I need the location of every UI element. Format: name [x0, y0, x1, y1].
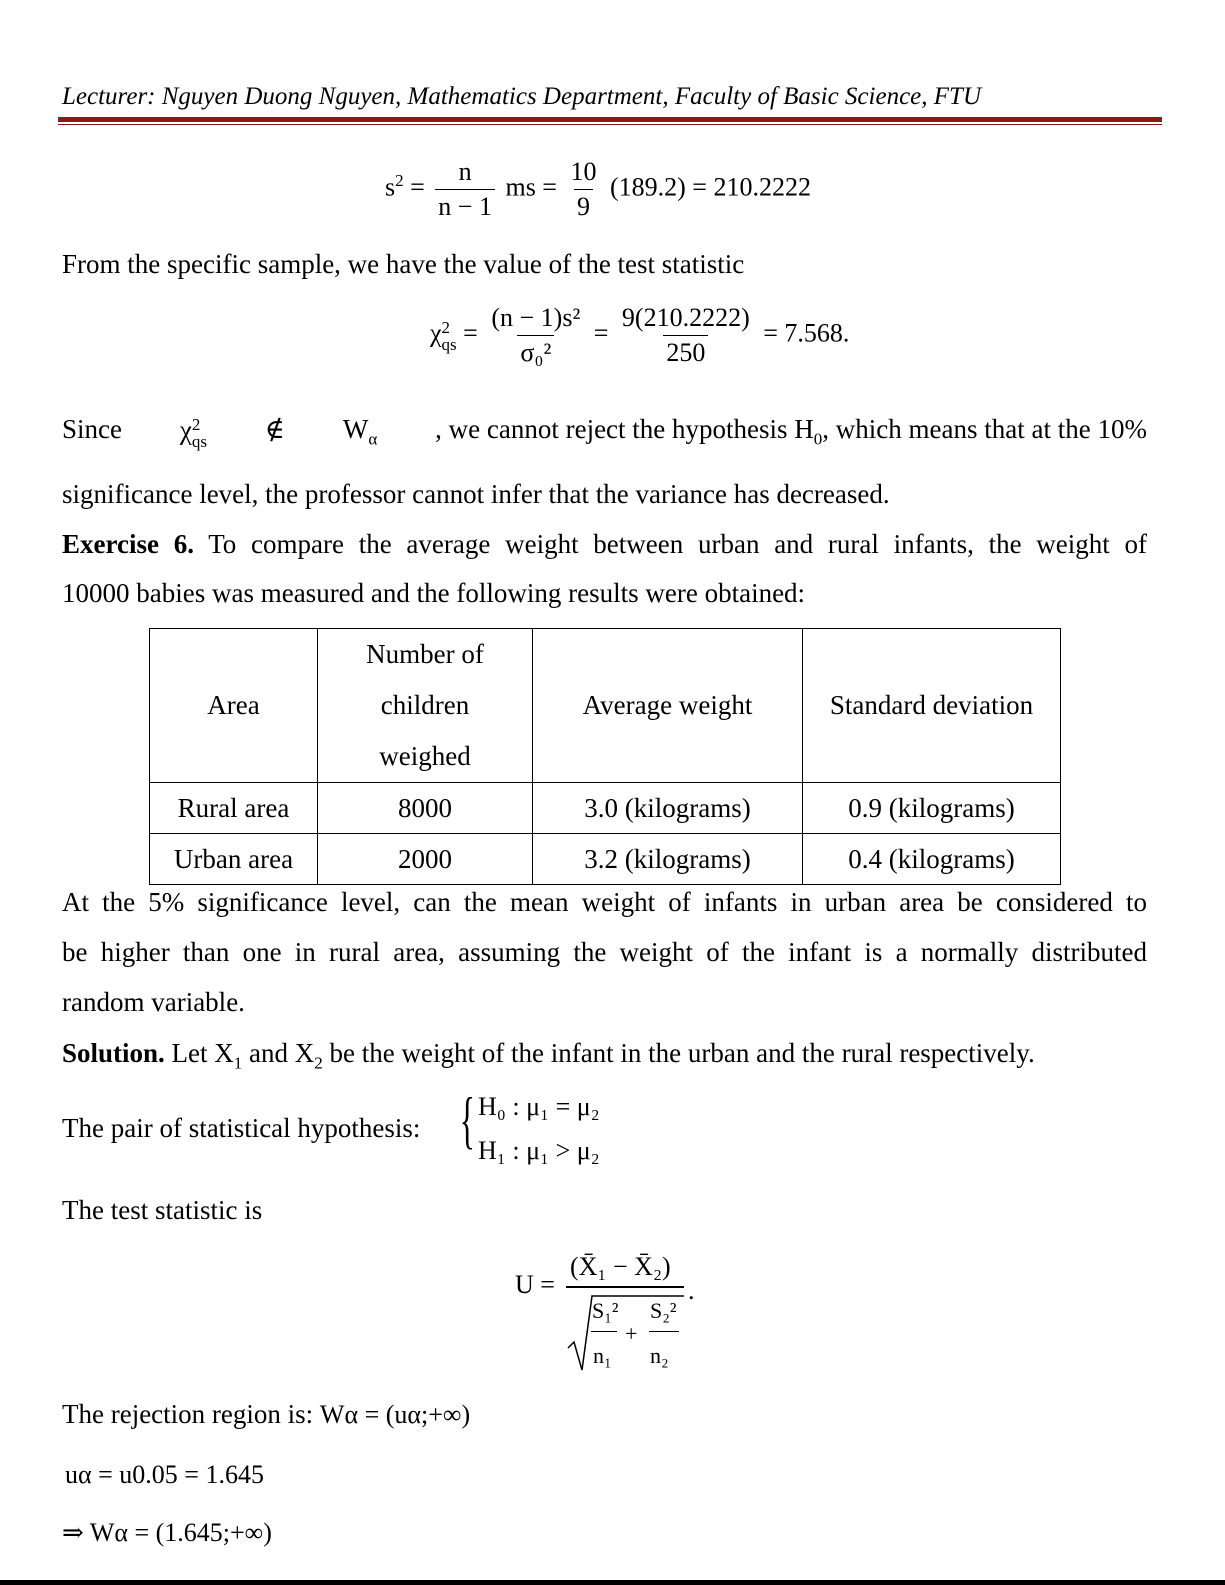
exercise-label: Exercise 6.: [62, 529, 194, 559]
s2-frac2-num: 10: [570, 157, 597, 186]
table-cell: 8000: [318, 783, 533, 834]
solution-sub2: 2: [314, 1053, 323, 1073]
u-plus: +: [625, 1321, 638, 1346]
chi-frac1-den: σ₀²: [517, 335, 554, 368]
since-rest-text: , we cannot reject the hypothesis H: [435, 414, 814, 444]
th-number-l2: children: [380, 690, 470, 720]
u-n2: n₂: [650, 1343, 669, 1368]
notin-symbol: ∉: [264, 414, 285, 444]
table-row: [150, 834, 1061, 885]
rejection-line: [62, 1401, 470, 1428]
solution-label: Solution.: [62, 1038, 165, 1068]
u-n1: n₁: [593, 1343, 612, 1368]
formula-chi: χ 2 qs = $\frac{\text{(n − 1)s²}}{\text{σ₀²}}$ = $\frac{9(210.2222)}{250}$ = 7.568.: [430, 303, 850, 367]
chi-frac1: [488, 303, 583, 368]
para-since: [62, 416, 1147, 450]
since-rest2: , which means that at the 10%: [822, 414, 1147, 444]
s2-lhs: s: [385, 172, 396, 202]
since-chi-symbol: χ: [179, 415, 192, 446]
since-rest: [435, 416, 1147, 450]
hypothesis-label: The pair of statistical hypothesis:: [62, 1113, 421, 1143]
table-row: [150, 783, 1061, 834]
since-w-letter: W: [342, 414, 369, 444]
question-line2: be higher than one in rural area, assuming the weight of the infant is a normally distributed: [62, 937, 1147, 967]
solution-sub1: 1: [233, 1053, 243, 1073]
s2-frac1-den: n − 1: [435, 189, 495, 222]
header-rule-thick: [58, 117, 1162, 122]
th-number-l1: Number of: [366, 639, 484, 669]
exercise-line1: [62, 531, 1147, 558]
th-number: [318, 629, 533, 783]
header-rule-thin: [58, 124, 1162, 125]
chi-frac2-den: 250: [663, 335, 708, 368]
u-alpha-line: uα = u0.05 = 1.645: [65, 1460, 264, 1489]
formula-s2: $s^2$ = $\frac{n}{n - 1}$ ms = $\frac{10}{9}$ (189.2) = 210.2222: [385, 157, 811, 221]
chi-frac2-num: 9(210.2222): [621, 303, 750, 332]
exercise-text1: To compare the average weight between urban and rural infants, the weight of: [208, 529, 1148, 559]
table-cell: Urban area: [150, 834, 318, 885]
s2-ms: ms =: [505, 172, 557, 202]
hypothesis-brace: {: [459, 1084, 476, 1155]
since-h-sub: 0: [813, 429, 823, 449]
question-line1: At the 5% significance level, can the mean weight of infants in urban area be considered to: [62, 887, 1147, 917]
u-s1-bar: [591, 1331, 617, 1332]
rejection-label: The rejection region is:: [62, 1399, 314, 1429]
s2-frac2-den: 9: [574, 189, 593, 222]
s2-rhs: (189.2) = 210.2222: [609, 172, 811, 202]
exercise-line2: 10000 babies was measured and the following results were obtained:: [62, 578, 806, 608]
para-since-line2: significance level, the professor cannot infer that the variance has decreased.: [62, 479, 890, 509]
chi-result: 7.568.: [784, 318, 850, 348]
table-cell: 2000: [318, 834, 533, 885]
hypothesis-h1: H₁ : μ₁ > μ₂: [478, 1136, 600, 1165]
chi-frac2: [619, 303, 753, 368]
s2-frac2: [567, 157, 599, 222]
th-number-l3: weighed: [379, 741, 471, 771]
rejection-formula: Wα = (uα;+∞): [319, 1400, 471, 1429]
s2-sup: 2: [395, 170, 404, 190]
since-chi-sub: qs: [191, 432, 208, 451]
table-cell: 0.9 (kilograms): [803, 783, 1061, 834]
solution-text-b: and X: [249, 1038, 315, 1068]
u-numerator: (X̄₁ − X̄₂): [570, 1252, 671, 1281]
test-stat-label: The test statistic is: [62, 1195, 263, 1225]
since-w: [343, 416, 377, 450]
th-area: Area: [150, 629, 318, 783]
s2-frac1: [435, 157, 495, 222]
w-alpha-line: ⇒ Wα = (1.645;+∞): [62, 1518, 272, 1547]
th-stddev: Standard deviation: [803, 629, 1061, 783]
page-bottom-edge: [0, 1580, 1225, 1585]
table-cell: Rural area: [150, 783, 318, 834]
table-cell: 3.0 (kilograms): [533, 783, 803, 834]
data-table: [149, 628, 1061, 885]
since-w-sub: α: [368, 429, 378, 449]
u-fraction-bar: [566, 1286, 684, 1288]
u-s2-bar: [649, 1331, 679, 1332]
u-s2: S₂²: [650, 1298, 677, 1323]
solution-line: [62, 1040, 1035, 1071]
chi-frac1-num: (n − 1)s²: [491, 303, 581, 332]
chi-sup: 2: [441, 317, 451, 337]
table-cell: 0.4 (kilograms): [803, 834, 1061, 885]
chi-symbol: χ: [430, 318, 442, 348]
th-average: Average weight: [533, 629, 803, 783]
table-header-row: [150, 629, 1061, 783]
question-line3: random variable.: [62, 987, 245, 1017]
s2-frac1-num: n: [458, 157, 472, 186]
since-chi-sup: 2: [191, 415, 201, 434]
solution-text-c: be the weight of the infant in the urban and the rural respectively.: [329, 1038, 1035, 1068]
u-eq: U =: [515, 1270, 555, 1299]
since-chi: [180, 416, 207, 450]
para-sample: From the specific sample, we have the value of the test statistic: [62, 249, 745, 279]
chi-sub: qs: [441, 334, 457, 354]
page-header: Lecturer: Nguyen Duong Nguyen, Mathematics Department, Faculty of Basic Science, FTU: [62, 83, 981, 110]
u-dot: .: [688, 1276, 695, 1305]
hypothesis-h0: H₀ : μ₁ = μ₂: [478, 1092, 600, 1121]
u-s1: S₁²: [592, 1298, 619, 1323]
solution-text-a: Let X: [171, 1038, 234, 1068]
since-word: Since: [62, 414, 122, 444]
table-cell: 3.2 (kilograms): [533, 834, 803, 885]
